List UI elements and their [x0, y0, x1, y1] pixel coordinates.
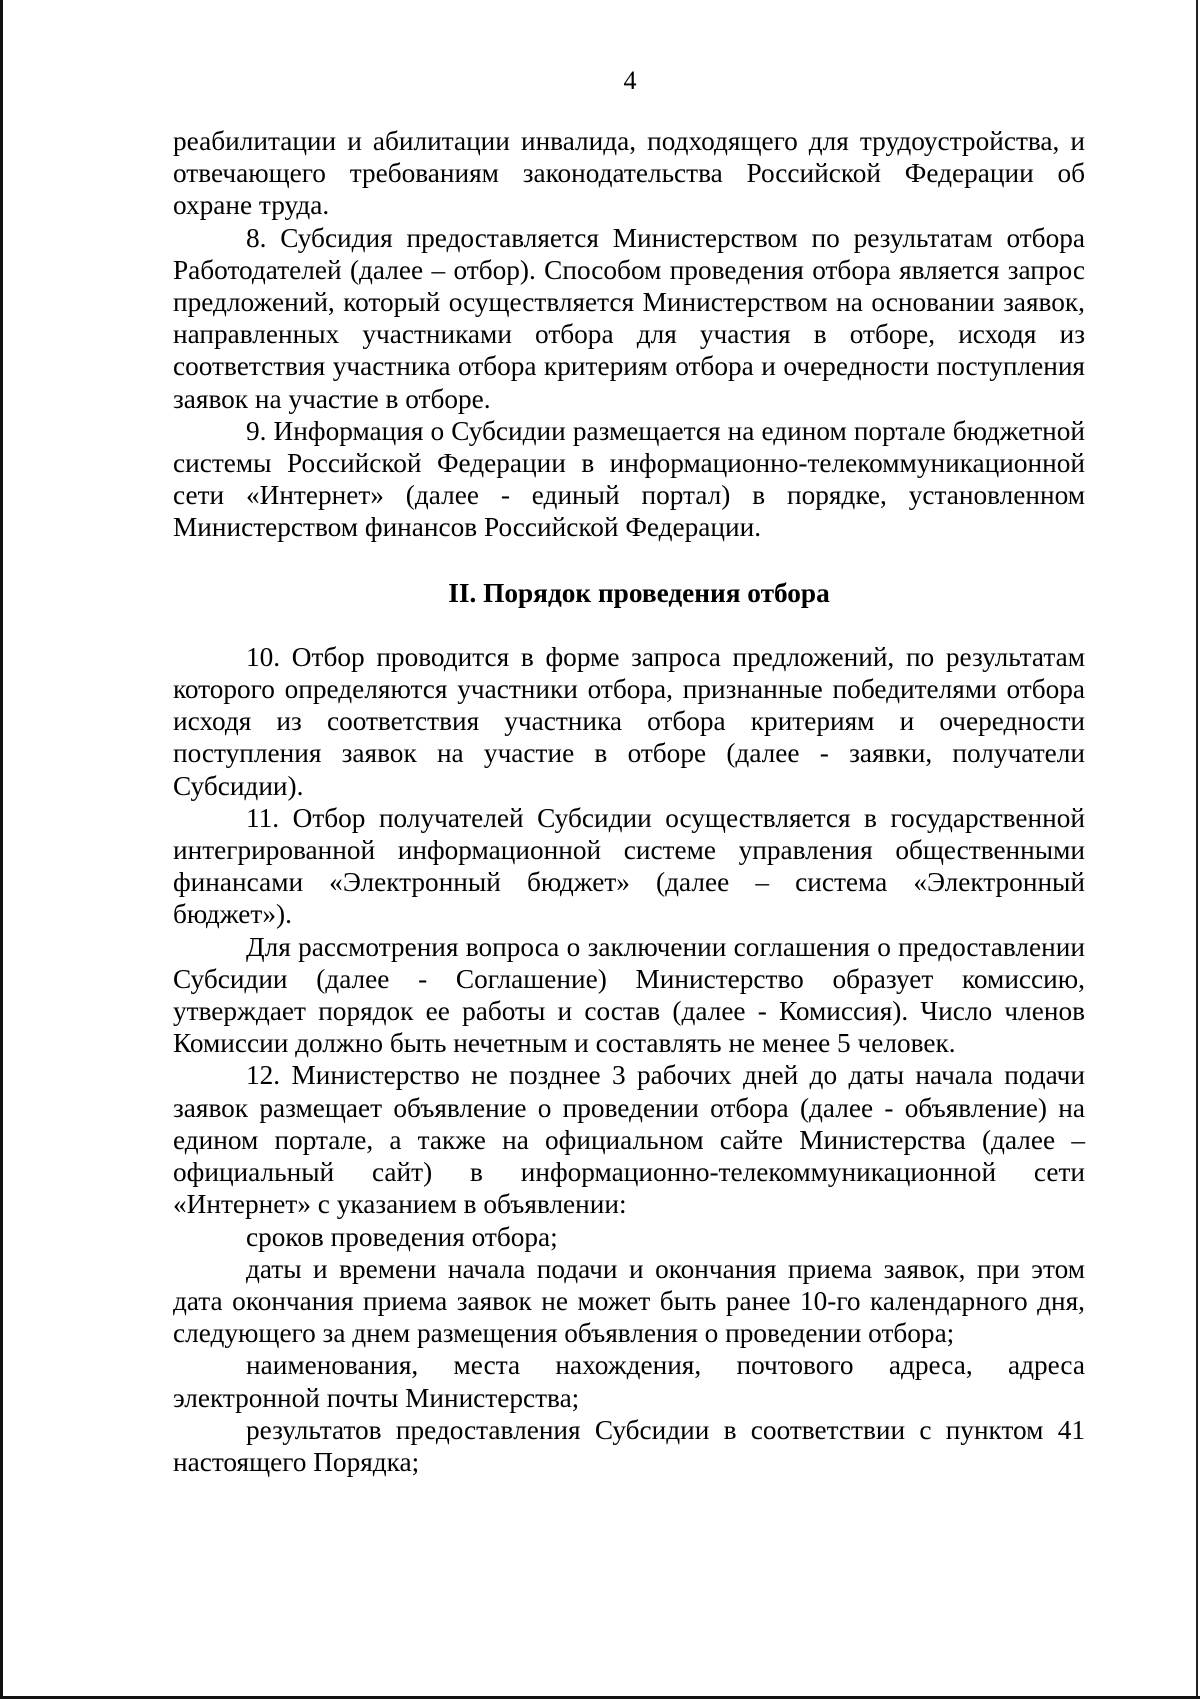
list-item-terms: сроков проведения отбора; [246, 1221, 558, 1252]
paragraph-item-11: 11. Отбор получателей Субсидии осуществляется в государственной интегрированной информационной системе управления общественными финансами «Электронный бюджет» (далее – система «Электронный бюджет»). [173, 802, 1085, 930]
paragraph-continuation: реабилитации и абилитации инвалида, подходящего для трудоустройства, и отвечающего требованиям законодательства Российской Федерации об охране труда. [173, 126, 1085, 221]
scan-edge-right [1196, 0, 1198, 1699]
paragraph-commission: Для рассмотрения вопроса о заключении соглашения о предоставлении Субсидии (далее - Соглашение) Министерство образует комиссию, утверждает порядок ее работы и состав (далее - Комиссия). Число членов Комиссии должно быть нечетным и составлять не менее 5 человек. [173, 931, 1085, 1059]
list-item-results: результатов предоставления Субсидии в соответствии с пунктом 41 настоящего Порядка; [173, 1414, 1085, 1477]
list-item-ministry-contacts: наименования, места нахождения, почтового адреса, адреса электронной почты Министерства; [173, 1350, 1085, 1413]
scan-edge-left [0, 0, 3, 1699]
paragraph-item-10: 10. Отбор проводится в форме запроса предложений, по результатам которого определяются участники отбора, признанные победителями отбора исходя из соответствия участника отбора критериям и очередности поступления заявок на участие в отборе (далее - заявки, получатели Субсидии). [173, 641, 1085, 801]
paragraph-item-8: 8. Субсидия предоставляется Министерством по результатам отбора Работодателей (далее – отбор). Способом проведения отбора является запрос предложений, который осуществляется Министерством на основании заявок, направленных участниками отбора для участия в отборе, исходя из соответствия участника отбора критериям отбора и очередности поступления заявок на участие в отборе. [173, 222, 1085, 414]
page-number: 4 [623, 66, 637, 95]
paragraph-item-9: 9. Информация о Субсидии размещается на едином портале бюджетной системы Российской Федерации в информационно-телекоммуникационной сети «Интернет» (далее - единый портал) в порядке, установленном Министерством финансов Российской Федерации. [173, 415, 1085, 543]
section-heading: II. Порядок проведения отбора [448, 577, 830, 608]
paragraph-item-12: 12. Министерство не позднее 3 рабочих дней до даты начала подачи заявок размещает объявление о проведении отбора (далее - объявление) на едином портале, а также на официальном сайте Министерства (далее – официальный сайт) в информационно-телекоммуникационной сети «Интернет» с указанием в объявлении: [173, 1060, 1085, 1220]
document-body [173, 125, 1085, 1478]
list-item-dates: даты и времени начала подачи и окончания приема заявок, при этом дата окончания приема заявок не может быть ранее 10-го календарного дня, следующего за днем размещения объявления о проведении отбора; [173, 1253, 1085, 1349]
